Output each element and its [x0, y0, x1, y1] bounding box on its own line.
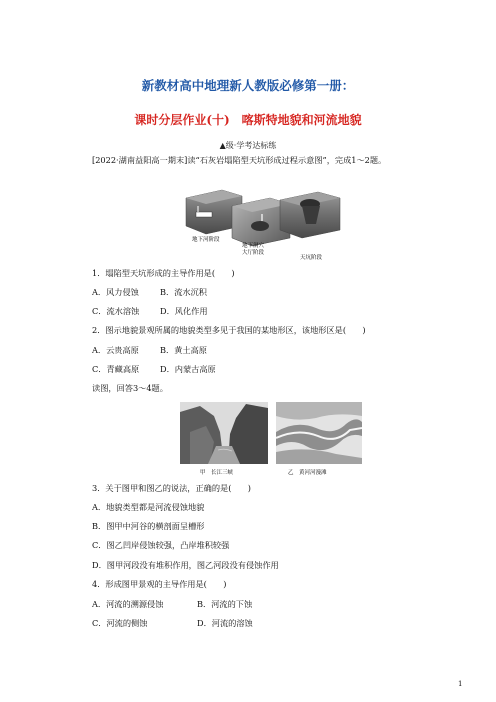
document-title: 新教材高中地理新人教版必修第一册： — [141, 78, 355, 93]
sinkhole-formation-figure — [182, 186, 342, 264]
question-1-stem: 1．塌陷型天坑形成的主导作用是( ) — [92, 268, 235, 278]
photo-caption-three-gorges: 甲 长江三峡 — [200, 470, 234, 476]
lesson-title: 课时分层作业(十) 喀斯特地貌和河流地貌 — [134, 113, 362, 127]
level-heading: ▲级·学考达标练 — [219, 141, 277, 150]
q2-option-c: C．青藏高原 — [92, 364, 140, 374]
q2-option-b: B．黄土高原 — [160, 345, 207, 355]
intro-question-1-2: [2022·湖南益阳高一期末]读“石灰岩塌陷型天坑形成过程示意图”，完成1～2题。 — [92, 155, 387, 165]
q3-option-a: A．地貌类型都是河流侵蚀地貌 — [92, 502, 205, 512]
q1-option-a: A．风力侵蚀 — [92, 287, 139, 297]
q2-option-d: D．内蒙古高原 — [160, 364, 216, 374]
intro-question-3-4: 读图，回答3～4题。 — [92, 383, 168, 393]
question-3-stem: 3．关于图甲和图乙的说法，正确的是( ) — [92, 483, 251, 493]
three-gorges-photo — [180, 402, 268, 476]
q4-option-a: A．河流的溯源侵蚀 — [92, 599, 164, 609]
q4-option-c: C．河流的侧蚀 — [92, 618, 148, 628]
gorge-landscape-image — [180, 402, 268, 464]
q4-option-b: B．河流的下蚀 — [197, 599, 253, 609]
photo-caption-yellow-river: 乙 黄河河漫滩 — [288, 470, 327, 476]
q1-option-c: C．流水溶蚀 — [92, 306, 140, 316]
q3-option-b: B．图甲中河谷的横剖面呈槽形 — [92, 521, 205, 531]
stage-label-sinkhole: 天坑阶段 — [300, 255, 323, 261]
q2-option-a: A．云贵高原 — [92, 345, 139, 355]
stage-label-hall: 大厅阶段 — [242, 250, 265, 256]
q3-option-d: D．图甲河段没有堆积作用，图乙河段没有侵蚀作用 — [92, 560, 279, 570]
q4-option-d: D．河流的溶蚀 — [197, 618, 253, 628]
q1-option-b: B．流水沉积 — [160, 287, 207, 297]
stage-label-underground-river: 地下河阶段 — [192, 237, 220, 243]
floodplain-landscape-image — [276, 402, 362, 464]
q1-option-d: D．风化作用 — [160, 306, 208, 316]
question-4-stem: 4．形成图甲景观的主导作用是( ) — [92, 579, 227, 589]
yellow-river-floodplain-photo — [276, 402, 362, 476]
question-2-stem: 2．图示地貌景观所属的地貌类型多见于我国的某地形区，该地形区是( ) — [92, 325, 366, 335]
page-number: 1 — [458, 680, 463, 688]
q3-option-c: C．图乙凹岸侵蚀较强，凸岸堆积较强 — [92, 540, 230, 550]
stage-label-cave: 地下洞穴 — [242, 243, 265, 249]
